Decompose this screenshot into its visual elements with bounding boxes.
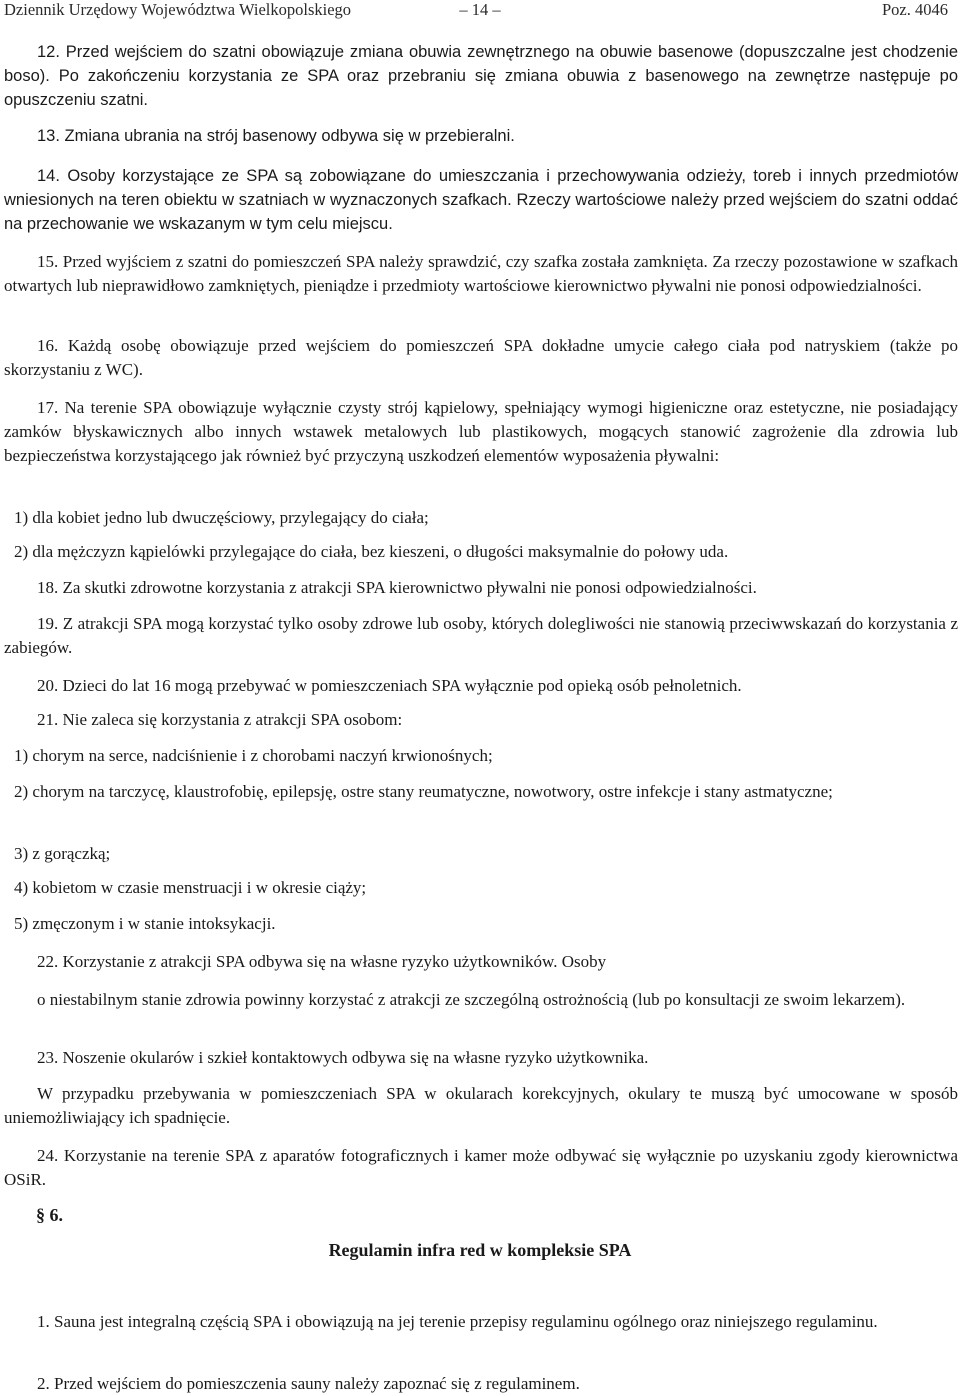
paragraph-21: 21. Nie zaleca się korzystania z atrakcji SPA osobom: bbox=[37, 710, 403, 729]
paragraph-21-item-2: 2) chorym na tarczycę, klaustrofobię, epilepsję, ostre stany reumatyczne, nowotwory, ostre infekcje i stany astmatyczne; bbox=[14, 782, 833, 801]
paragraph-17-item-1: 1) dla kobiet jedno lub dwuczęściowy, przylegający do ciała; bbox=[14, 508, 429, 527]
paragraph-16: 16. Każdą osobę obowiązuje przed wejściem do pomieszczeń SPA dokładne umycie całego ciała pod natryskiem (także po skorzystaniu z WC). bbox=[4, 336, 958, 379]
paragraph-19: 19. Z atrakcji SPA mogą korzystać tylko osoby zdrowe lub osoby, których dolegliwości nie stanowią przeciwwskazań do korzystania z zabiegów. bbox=[4, 614, 958, 657]
paragraph-17: 17. Na terenie SPA obowiązuje wyłącznie czysty strój kąpielowy, spełniający wymogi higieniczne oraz estetyczne, nie posiadający zamków błyskawicznych albo innych wstawek metalowych lub plastikowych, mogących stanowić zagrożenie dla zdrowia lub bezpieczeństwa korzystającego jak również być przyczyną uszkodzeń elementów wyposażenia pływalni: bbox=[4, 398, 958, 465]
section-paragraph-1: 1. Sauna jest integralną częścią SPA i obowiązują na jej terenie przepisy regulaminu ogólnego oraz niniejszego regulaminu. bbox=[37, 1312, 878, 1331]
paragraph-22-continued: o niestabilnym stanie zdrowia powinny korzystać z atrakcji ze szczególną ostrożnością (lub po konsultacji ze swoim lekarzem). bbox=[37, 990, 906, 1009]
section-number: § 6. bbox=[36, 1205, 63, 1225]
paragraph-17-item-2: 2) dla mężczyzn kąpielówki przylegające do ciała, bez kieszeni, o długości maksymalnie do połowy uda. bbox=[14, 542, 729, 561]
section-paragraph-2: 2. Przed wejściem do pomieszczenia sauny należy zapoznać się z regulaminem. bbox=[37, 1374, 580, 1393]
paragraph-12: 12. Przed wejściem do szatni obowiązuje zmiana obuwia zewnętrznego na obuwie basenowe (dopuszczalne jest chodzenie boso). Po zakończeniu korzystania ze SPA oraz przebraniu się zmiana obuwia z basenowego na zewnętrze następuje po opuszczeniu szatni. bbox=[4, 43, 958, 109]
paragraph-18: 18. Za skutki zdrowotne korzystania z atrakcji SPA kierownictwo pływalni nie ponosi odpowiedzialności. bbox=[37, 578, 757, 597]
paragraph-23-continued: W przypadku przebywania w pomieszczeniach SPA w okularach korekcyjnych, okulary te muszą być umocowane w sposób uniemożliwiający ich spadnięcie. bbox=[4, 1084, 958, 1127]
paragraph-23: 23. Noszenie okularów i szkieł kontaktowych odbywa się na własne ryzyko użytkownika. bbox=[37, 1048, 649, 1067]
paragraph-15: 15. Przed wyjściem z szatni do pomieszczeń SPA należy sprawdzić, czy szafka została zamknięta. Za rzeczy pozostawione w szafkach otwartych lub nieprawidłowo zamkniętych, pieniądze i przedmioty wartościowe kierownictwo pływalni nie ponosi odpowiedzialności. bbox=[4, 252, 958, 295]
paragraph-20: 20. Dzieci do lat 16 mogą przebywać w pomieszczeniach SPA wyłącznie pod opieką osób pełnoletnich. bbox=[37, 676, 742, 695]
paragraph-21-item-1: 1) chorym na serce, nadciśnienie i z chorobami naczyń krwionośnych; bbox=[14, 746, 493, 765]
page-number: – 14 – bbox=[459, 0, 501, 19]
position-number: Poz. 4046 bbox=[882, 0, 948, 19]
paragraph-14: 14. Osoby korzystające ze SPA są zobowiązane do umieszczania i przechowywania odzieży, toreb i innych przedmiotów wniesionych na teren obiektu w szatniach w wyznaczonych szafkach. Rzeczy wartościowe należy przed wejściem do szatni oddać na przechowanie we wskazanym w tym celu miejscu. bbox=[4, 167, 958, 233]
paragraph-22: 22. Korzystanie z atrakcji SPA odbywa się na własne ryzyko użytkowników. Osoby bbox=[37, 952, 607, 971]
paragraph-21-item-4: 4) kobietom w czasie menstruacji i w okresie ciąży; bbox=[14, 878, 367, 897]
paragraph-24: 24. Korzystanie na terenie SPA z aparatów fotograficznych i kamer może odbywać się wyłącznie po uzyskaniu zgody kierownictwa OSiR. bbox=[4, 1146, 958, 1189]
paragraph-21-item-3: 3) z gorączką; bbox=[14, 844, 111, 863]
paragraph-21-item-5: 5) zmęczonym i w stanie intoksykacji. bbox=[14, 914, 276, 933]
journal-title: Dziennik Urzędowy Województwa Wielkopolskiego bbox=[4, 0, 352, 19]
section-title: Regulamin infra red w kompleksie SPA bbox=[328, 1240, 632, 1260]
paragraph-13: 13. Zmiana ubrania na strój basenowy odbywa się w przebieralni. bbox=[37, 127, 515, 145]
